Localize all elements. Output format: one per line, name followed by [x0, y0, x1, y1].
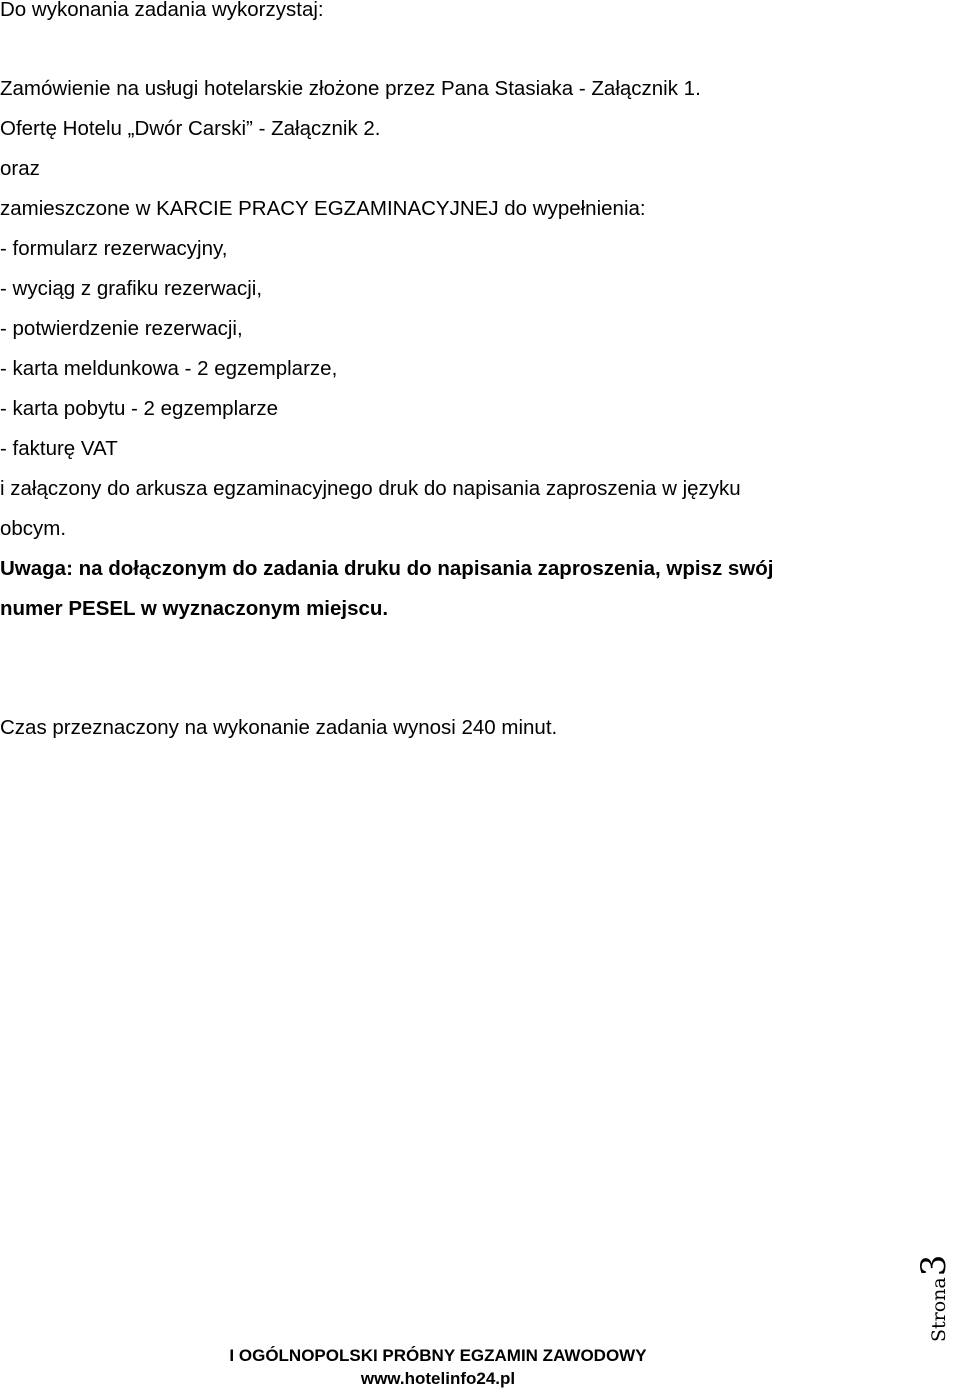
source-item-offer: Ofertę Hotelu „Dwór Carski” - Załącznik 2.	[0, 117, 381, 140]
page-number-label	[914, 1254, 959, 1342]
list-item: - fakturę VAT	[0, 437, 118, 460]
source-item-order: Zamówienie na usługi hotelarskie złożone przez Pana Stasiaka - Załącznik 1.	[0, 77, 701, 100]
card-intro-text: zamieszczone w KARCIE PRACY EGZAMINACYJNEJ do wypełnienia:	[0, 197, 646, 220]
page-word: Strona	[928, 1277, 950, 1342]
page-number: 3	[914, 1254, 954, 1277]
attachment-text-line1: i załączony do arkusza egzaminacyjnego druk do napisania zaproszenia w języku	[0, 477, 741, 500]
note-text-line1: Uwaga: na dołączonym do zadania druku do napisania zaproszenia, wpisz swój	[0, 557, 774, 580]
note-text-line2: numer PESEL w wyznaczonym miejscu.	[0, 597, 389, 620]
list-item: - karta pobytu - 2 egzemplarze	[0, 397, 279, 420]
website-text: www.hotelinfo24.pl	[360, 1369, 516, 1388]
list-item: - karta meldunkowa - 2 egzemplarze,	[0, 357, 338, 380]
conjunction-text: oraz	[0, 157, 40, 180]
instructions-heading: Do wykonania zadania wykorzystaj:	[0, 0, 324, 21]
list-item: - potwierdzenie rezerwacji,	[0, 317, 243, 340]
list-item: - wyciąg z grafiku rezerwacji,	[0, 277, 263, 300]
exam-title: I OGÓLNOPOLSKI PRÓBNY EGZAMIN ZAWODOWY	[229, 1346, 647, 1365]
time-limit-text: Czas przeznaczony na wykonanie zadania wynosi 240 minut.	[0, 716, 558, 739]
attachment-text-line2: obcym.	[0, 517, 67, 540]
list-item: - formularz rezerwacyjny,	[0, 237, 228, 260]
